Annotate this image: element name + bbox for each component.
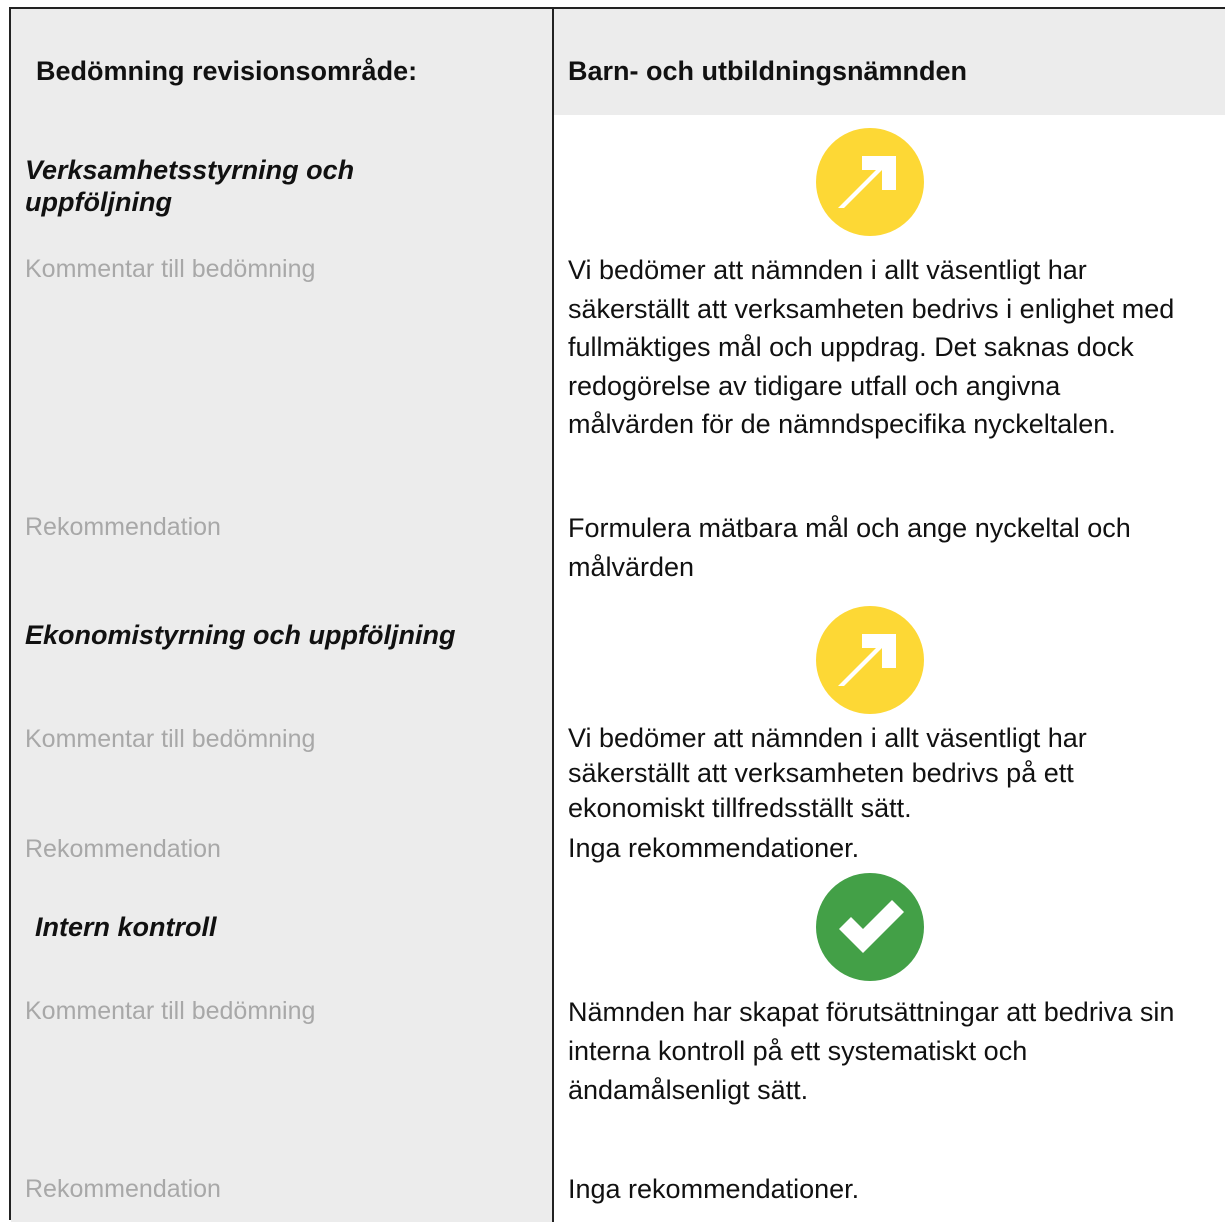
comment-line: målvärden för de nämndspecifika nyckeltalen. xyxy=(568,409,1116,439)
recommendation-line: målvärden xyxy=(568,551,695,582)
header-right-cell xyxy=(554,9,1225,115)
checkmark-icon xyxy=(816,873,924,981)
recommendation-label-cell xyxy=(11,503,554,581)
arrow-up-right-icon xyxy=(816,128,924,236)
comment-line: Nämnden har skapat förutsättningar att bedriva sin xyxy=(568,997,1175,1027)
recommendation-text-cell xyxy=(554,831,1225,867)
recommendation-label: Rekommendation xyxy=(25,1175,221,1203)
comment-line: säkerställt att verksamheten bedrivs i enlighet med xyxy=(568,293,1175,324)
section-title xyxy=(25,154,354,218)
recommendation-text xyxy=(568,1170,1225,1209)
recommendation-line: Inga rekommendationer. xyxy=(568,1174,860,1204)
comment-line: säkerställt att verksamheten bedrivs på ett xyxy=(568,758,1074,788)
recommendation-text-cell xyxy=(554,1165,1225,1222)
comment-text-cell xyxy=(554,987,1225,1165)
comment-text-cell xyxy=(554,245,1225,503)
comment-row xyxy=(11,715,1225,833)
recommendation-row xyxy=(11,503,1225,583)
comment-text xyxy=(568,251,1225,444)
table-header-row xyxy=(11,9,1225,117)
comment-text xyxy=(568,993,1225,1110)
header-left-label: Bedömning revisionsområde: xyxy=(36,56,418,86)
comment-label-cell xyxy=(11,715,554,831)
comment-label: Kommentar till bedömning xyxy=(25,725,316,753)
section-row xyxy=(11,867,1225,989)
comment-label-cell xyxy=(11,987,554,1165)
section-title-line: Intern kontroll xyxy=(35,912,217,942)
comment-line: interna kontroll på ett systematiskt och xyxy=(568,1036,1028,1066)
recommendation-row xyxy=(11,831,1225,869)
comment-label-cell xyxy=(11,245,554,503)
comment-line: ekonomiskt tillfredsställt sätt. xyxy=(568,793,912,823)
section-title-line: uppföljning xyxy=(25,187,172,217)
recommendation-row xyxy=(11,1165,1225,1222)
comment-line: Vi bedömer att nämnden i allt väsentligt har xyxy=(568,723,1087,753)
comment-row xyxy=(11,245,1225,505)
recommendation-text xyxy=(568,509,1225,586)
comment-line: ändamålsenligt sätt. xyxy=(568,1075,809,1105)
section-title-cell xyxy=(11,867,554,987)
recommendation-label: Rekommendation xyxy=(25,835,221,863)
comment-text xyxy=(568,721,1225,826)
comment-line: redogörelse av tidigare utfall och angivna xyxy=(568,370,1061,401)
comment-row xyxy=(11,987,1225,1167)
recommendation-line: Formulera mätbara mål och ange nyckeltal och xyxy=(568,513,1131,543)
header-left-cell xyxy=(11,9,554,115)
section-status-cell xyxy=(554,581,1225,715)
section-title-line: Verksamhetsstyrning och xyxy=(25,155,355,185)
section-title-line: Ekonomistyrning och uppföljning xyxy=(25,620,456,650)
comment-label: Kommentar till bedömning xyxy=(25,255,316,283)
section-status-cell xyxy=(554,115,1225,245)
section-title-cell xyxy=(11,115,554,245)
section-title-cell xyxy=(11,581,554,715)
header-right-label: Barn- och utbildningsnämnden xyxy=(568,56,967,86)
recommendation-label-cell xyxy=(11,1165,554,1222)
recommendation-line: Inga rekommendationer. xyxy=(568,833,860,863)
recommendation-label: Rekommendation xyxy=(25,513,221,541)
section-title xyxy=(25,619,455,651)
section-row xyxy=(11,581,1225,717)
comment-text-cell xyxy=(554,715,1225,831)
section-title xyxy=(35,911,217,943)
arrow-up-right-icon xyxy=(816,606,924,714)
comment-line: Vi bedömer att nämnden i allt väsentligt har xyxy=(568,255,1087,285)
recommendation-text xyxy=(568,831,1225,865)
comment-label: Kommentar till bedömning xyxy=(25,997,316,1025)
section-status-cell xyxy=(554,867,1225,987)
assessment-table xyxy=(9,7,1225,1220)
recommendation-label-cell xyxy=(11,831,554,867)
section-row xyxy=(11,115,1225,247)
comment-line: fullmäktiges mål och uppdrag. Det saknas dock xyxy=(568,332,1134,362)
recommendation-text-cell xyxy=(554,503,1225,581)
